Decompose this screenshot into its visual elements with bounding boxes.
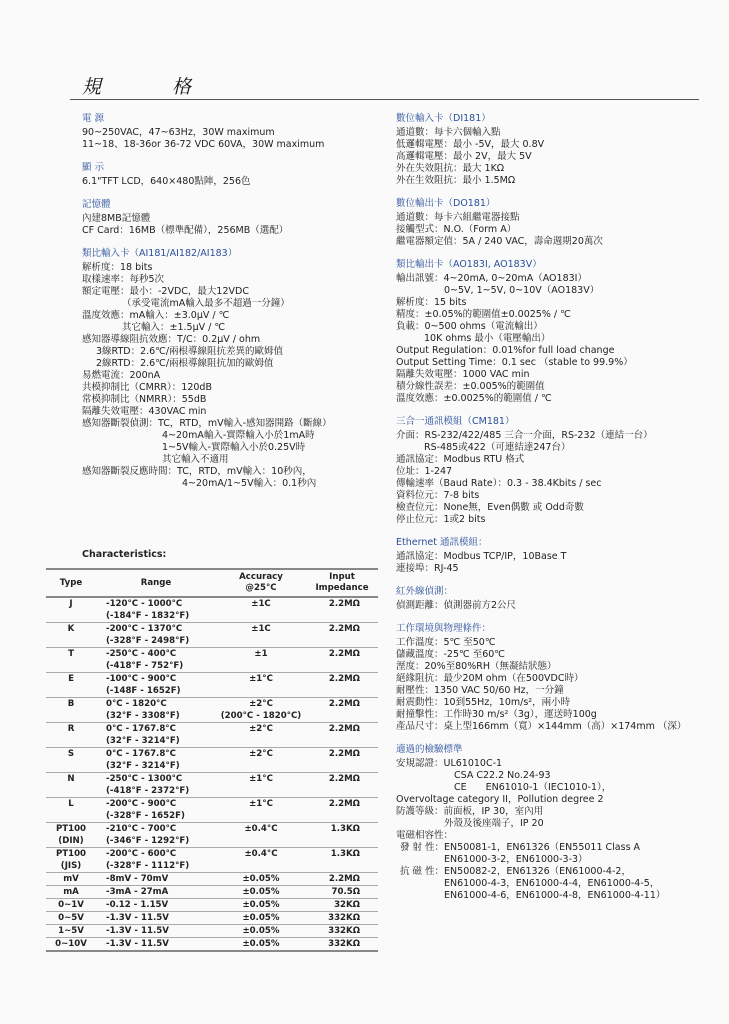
cell-range	[96, 886, 216, 899]
spec-line: 資料位元：7-8 bits	[396, 490, 480, 501]
header-range: Range	[96, 569, 216, 597]
characteristics-label: Characteristics:	[82, 549, 167, 560]
range-line: (-418°F - 2372°F)	[106, 786, 190, 796]
cell-impedance: 2.2MΩ	[306, 698, 378, 723]
cell-impedance: 2.2MΩ	[306, 873, 378, 886]
table-row	[46, 938, 378, 952]
range-line: -250°C - 400°C	[106, 649, 177, 659]
spec-line: 隔離失效電壓：430VAC min	[82, 406, 207, 417]
cell-accuracy	[216, 773, 306, 798]
spec-line: 電磁相容性：	[396, 830, 454, 841]
cell-range	[96, 938, 216, 952]
section-heading: 類比輸出卡（AO183I, AO183V）	[396, 259, 542, 270]
page-title: 規 格	[82, 76, 218, 98]
spec-line: 連接埠：RJ-45	[396, 563, 459, 574]
cell-type: 0~5V	[46, 912, 96, 925]
spec-line: 隔離失效電壓：1000 VAC min	[396, 369, 530, 380]
range-line: -120°C - 1000°C	[106, 599, 183, 609]
cell-range	[96, 597, 216, 623]
spec-line: 10K ohms 最小（電壓輸出）	[424, 333, 551, 344]
spec-line: 2線RTD：2.6℃/兩根導線阻抗加的歐姆值	[96, 358, 274, 369]
cell-accuracy	[216, 886, 306, 899]
accuracy-line: ±0.05%	[242, 939, 280, 949]
range-line: (-148F - 1652F)	[106, 686, 181, 696]
section-heading: 三合一通訊模組（CM181）	[396, 416, 515, 427]
range-line: -210°C - 700°C	[106, 824, 177, 834]
spec-line: 11~18、18-36or 36-72 VDC 60VA，30W maximum	[82, 139, 325, 150]
title-divider	[70, 99, 699, 100]
spec-line: 耐壓性：1350 VAC 50/60 Hz，一分鐘	[396, 685, 564, 696]
table-row	[46, 623, 378, 648]
right-spec-column	[396, 113, 716, 913]
cell-impedance: 1.3KΩ	[306, 823, 378, 848]
range-line: -3mA - 27mA	[106, 887, 169, 897]
spec-section	[82, 248, 382, 490]
spec-line: CSA C22.2 No.24-93	[454, 770, 551, 781]
table-header-row	[46, 569, 378, 597]
cell-accuracy	[216, 938, 306, 952]
spec-line: 1~5V輸入-實際輸入小於0.25V時	[162, 442, 306, 453]
cell-accuracy	[216, 798, 306, 823]
cell-impedance: 2.2MΩ	[306, 773, 378, 798]
spec-section	[82, 162, 382, 188]
spec-section	[396, 198, 716, 248]
table-row	[46, 925, 378, 938]
spec-line: 溼度：20%至80%RH（無凝結狀態）	[396, 661, 557, 672]
spec-section	[396, 113, 716, 187]
cell-type: 1~5V	[46, 925, 96, 938]
cell-range	[96, 848, 216, 873]
cell-range	[96, 698, 216, 723]
spec-section	[396, 586, 716, 612]
range-line: -8mV - 70mV	[106, 874, 169, 884]
cell-range	[96, 648, 216, 673]
spec-line: 90~250VAC，47~63Hz，30W maximum	[82, 127, 275, 138]
spec-line: 其它輸入：±1.5μV / ℃	[122, 322, 226, 333]
cell-impedance: 2.2MΩ	[306, 723, 378, 748]
spec-line: 抗 磁 性：EN50082-2，EN61326（EN61000-4-2，	[400, 866, 631, 877]
cell-accuracy	[216, 748, 306, 773]
spec-line: 低邏輯電壓：最小 -5V，最大 0.8V	[396, 139, 545, 150]
spec-line: 介面：RS-232/422/485 三合一介面，RS-232（連結一台）	[396, 430, 653, 441]
accuracy-line: ±0.05%	[242, 874, 280, 884]
cell-accuracy	[216, 597, 306, 623]
table-row	[46, 823, 378, 848]
spec-line: 儲藏溫度：-25℃ 至60℃	[396, 649, 505, 660]
cell-range	[96, 912, 216, 925]
spec-line: EN61000-4-6，EN61000-4-8，EN61000-4-11）	[444, 890, 666, 901]
accuracy-line: ±1C	[251, 599, 271, 609]
section-heading: 紅外線偵測：	[396, 586, 454, 597]
accuracy-line: ±1C	[251, 624, 271, 634]
cell-accuracy	[216, 848, 306, 873]
range-line: (-184°F - 1832°F)	[106, 611, 190, 621]
cell-accuracy	[216, 623, 306, 648]
range-line: 0°C - 1820°C	[106, 699, 167, 709]
spec-line: 3線RTD：2.6℃/兩根導線阻抗差異的歐姆值	[96, 346, 284, 357]
accuracy-line: ±1°C	[249, 799, 273, 809]
cell-range	[96, 748, 216, 773]
cell-type: J	[46, 597, 96, 623]
section-heading: 記憶體	[82, 199, 111, 210]
spec-line: EN61000-4-3，EN61000-4-4，EN61000-4-5，	[444, 878, 660, 889]
range-line: 0°C - 1767.8°C	[106, 749, 176, 759]
accuracy-line: ±2°C	[249, 724, 273, 734]
spec-line: 感知器斷裂偵測：TC，RTD，mV輸入-感知器開路（斷線）	[82, 418, 332, 429]
table-row	[46, 748, 378, 773]
spec-line: Overvoltage category II，Pollution degree 2	[396, 794, 604, 805]
spec-line: 絕緣阻抗：最少20M ohm（在500VDC時）	[396, 673, 584, 684]
spec-line: 繼電器額定值：5A / 240 VAC，壽命週期20萬次	[396, 236, 603, 247]
header-type: Type	[46, 569, 96, 597]
spec-line: 溫度效應：mA輸入：±3.0μV / ℃	[82, 310, 230, 321]
table-row	[46, 873, 378, 886]
spec-line: EN61000-3-2，EN61000-3-3）	[444, 854, 588, 865]
section-heading: 數位輸出卡（DO181）	[396, 198, 496, 209]
accuracy-line: ±2°C	[249, 749, 273, 759]
table-row	[46, 698, 378, 723]
spec-line: （承受電流mA輸入最多不超過一分鐘）	[122, 298, 290, 309]
cell-type: S	[46, 748, 96, 773]
cell-impedance: 2.2MΩ	[306, 673, 378, 698]
spec-line: 溫度效應：±0.0025%的範圍值 / ℃	[396, 393, 552, 404]
cell-range	[96, 925, 216, 938]
cell-impedance: 70.5Ω	[306, 886, 378, 899]
accuracy-line: ±2°C	[249, 699, 273, 709]
cell-range	[96, 723, 216, 748]
cell-type: B	[46, 698, 96, 723]
spec-line: 工作溫度：5℃ 至50℃	[396, 637, 496, 648]
cell-type: mA	[46, 886, 96, 899]
cell-range	[96, 798, 216, 823]
range-line: -1.3V - 11.5V	[106, 939, 169, 949]
table-row	[46, 899, 378, 912]
spec-line: 其它輸入不適用	[162, 454, 229, 465]
spec-line: 6.1"TFT LCD，640×480點陣，256色	[82, 176, 251, 187]
cell-type: N	[46, 773, 96, 798]
cell-type: L	[46, 798, 96, 823]
accuracy-line: ±0.4°C	[244, 849, 278, 859]
cell-accuracy	[216, 925, 306, 938]
spec-line: 耐撞擊性：工作時30 m/s²（3g），運送時100g	[396, 709, 597, 720]
table-row	[46, 886, 378, 899]
spec-line: CE EN61010-1（IEC1010-1），	[454, 782, 612, 793]
cell-accuracy	[216, 723, 306, 748]
table-row	[46, 723, 378, 748]
spec-section	[396, 416, 716, 526]
header-accuracy: Accuracy @25°C	[216, 569, 306, 597]
spec-line: RS-485或422（可連結達247台）	[424, 442, 571, 453]
section-heading: 數位輸入卡（DI181）	[396, 113, 491, 124]
left-spec-column	[82, 113, 382, 501]
cell-impedance: 32KΩ	[306, 899, 378, 912]
section-heading: Ethernet 通訊模組：	[396, 537, 488, 548]
cell-type: R	[46, 723, 96, 748]
spec-line: 取樣速率：每秒5次	[82, 274, 165, 285]
spec-line: 外在失效阻抗：最大 1KΩ	[396, 163, 505, 174]
cell-type: mV	[46, 873, 96, 886]
cell-range	[96, 823, 216, 848]
accuracy-line: (200°C - 1820°C)	[220, 711, 302, 721]
cell-range	[96, 623, 216, 648]
spec-line: 接觸型式：N.O.（Form A）	[396, 224, 517, 235]
range-line: -1.3V - 11.5V	[106, 926, 169, 936]
spec-line: 傳輸速率（Baud Rate）：0.3 - 38.4Kbits / sec	[396, 478, 602, 489]
cell-impedance: 2.2MΩ	[306, 648, 378, 673]
spec-section	[396, 623, 716, 733]
range-line: -200°C - 600°C	[106, 849, 177, 859]
spec-line: 通訊協定：Modbus RTU 格式	[396, 454, 525, 465]
spec-line: Output Setting Time：0.1 sec （stable to 99.9%）	[396, 357, 633, 368]
range-line: (32°F - 3308°F)	[106, 711, 180, 721]
cell-range	[96, 899, 216, 912]
range-line: (32°F - 3214°F)	[106, 736, 180, 746]
spec-line: 產品尺寸：桌上型166mm（寬）×144mm（高）×174mm （深）	[396, 721, 687, 732]
accuracy-line: ±0.05%	[242, 900, 280, 910]
spec-line: 內建8MB記憶體	[82, 213, 151, 224]
range-line: -0.12 - 1.15V	[106, 900, 169, 910]
spec-line: 感知器導線阻抗效應：T/C：0.2μV / ohm	[82, 334, 261, 345]
spec-line: 位址：1-247	[396, 466, 453, 477]
spec-line: 解析度：18 bits	[82, 262, 153, 273]
cell-accuracy	[216, 698, 306, 723]
cell-accuracy	[216, 899, 306, 912]
range-line: (-328°F - 1112°F)	[106, 861, 190, 871]
range-line: -100°C - 900°C	[106, 674, 177, 684]
cell-impedance: 1.3KΩ	[306, 848, 378, 873]
spec-line: 0~5V, 1~5V, 0~10V（AO183V）	[444, 285, 600, 296]
spec-line: 發 射 性：EN50081-1，EN61326（EN55011 Class A	[400, 842, 641, 853]
range-line: -1.3V - 11.5V	[106, 913, 169, 923]
cell-accuracy	[216, 873, 306, 886]
range-line: 0°C - 1767.8°C	[106, 724, 176, 734]
spec-line: 精度：±0.05%的範圍值±0.0025% / ℃	[396, 309, 571, 320]
cell-type: PT100 (JIS)	[46, 848, 96, 873]
section-heading: 顯 示	[82, 162, 105, 173]
spec-line: 積分線性誤差：±0.005%的範圍值	[396, 381, 545, 392]
accuracy-line: ±0.4°C	[244, 824, 278, 834]
spec-line: 安規認證：UL61010C-1	[396, 758, 503, 769]
range-line: (-418°F - 752°F)	[106, 661, 184, 671]
spec-line: 停止位元：1或2 bits	[396, 514, 486, 525]
cell-type: 0~1V	[46, 899, 96, 912]
table-row	[46, 597, 378, 623]
spec-line: 4~20mA輸入-實際輸入小於1mA時	[162, 430, 315, 441]
spec-line: 解析度：15 bits	[396, 297, 467, 308]
spec-line: Output Regulation：0.01%for full load change	[396, 345, 615, 356]
cell-impedance: 2.2MΩ	[306, 798, 378, 823]
cell-type: PT100 (DIN)	[46, 823, 96, 848]
cell-range	[96, 873, 216, 886]
spec-section	[396, 744, 716, 902]
spec-line: 負載：0~500 ohms（電流輸出）	[396, 321, 543, 332]
spec-line: 外在生效阻抗：最小 1.5MΩ	[396, 175, 516, 186]
spec-line: 通訊協定：Modbus TCP/IP，10Base T	[396, 551, 567, 562]
spec-line: 防護等級：前面板，IP 30，室內用	[396, 806, 544, 817]
range-line: -200°C - 1370°C	[106, 624, 183, 634]
cell-accuracy	[216, 673, 306, 698]
cell-type: 0~10V	[46, 938, 96, 952]
table-row	[46, 648, 378, 673]
spec-line: 高邏輯電壓：最小 2V，最大 5V	[396, 151, 532, 162]
cell-accuracy	[216, 823, 306, 848]
accuracy-line: ±1	[254, 649, 268, 659]
cell-impedance: 2.2MΩ	[306, 748, 378, 773]
accuracy-line: ±0.05%	[242, 887, 280, 897]
range-line: -200°C - 900°C	[106, 799, 177, 809]
accuracy-line: ±0.05%	[242, 926, 280, 936]
spec-section	[82, 199, 382, 237]
range-line: (-328°F - 1652F)	[106, 811, 185, 821]
range-line: (-346°F - 1292°F)	[106, 836, 190, 846]
table-row	[46, 673, 378, 698]
spec-line: 易燃電流：200nA	[82, 370, 161, 381]
cell-type: T	[46, 648, 96, 673]
spec-line: 4~20mA/1~5V輸入：0.1秒內	[182, 478, 317, 489]
section-heading: 類比輸入卡（AI181/AI182/AI183）	[82, 248, 238, 259]
cell-impedance: 332KΩ	[306, 925, 378, 938]
cell-impedance: 2.2MΩ	[306, 623, 378, 648]
table-row	[46, 773, 378, 798]
cell-accuracy	[216, 648, 306, 673]
spec-line: 外殼及後座端子，IP 20	[444, 818, 544, 829]
cell-type: E	[46, 673, 96, 698]
spec-line: 感知器斷裂反應時間：TC，RTD，mV輸入：10秒內，	[82, 466, 312, 477]
range-line: -250°C - 1300°C	[106, 774, 183, 784]
spec-line: 共模抑制比（CMRR）：120dB	[82, 382, 212, 393]
accuracy-line: ±1°C	[249, 774, 273, 784]
spec-section	[396, 259, 716, 405]
cell-impedance: 2.2MΩ	[306, 597, 378, 623]
characteristics-table	[46, 568, 378, 952]
spec-line: 通道數：每卡六組繼電器接點	[396, 212, 520, 223]
table-row	[46, 798, 378, 823]
cell-type: K	[46, 623, 96, 648]
spec-line: 耐震動性：10到55Hz，10m/s²，兩小時	[396, 697, 571, 708]
section-heading: 工作環境與物理條件：	[396, 623, 492, 634]
spec-line: 額定電壓：最小：-2VDC，最大12VDC	[82, 286, 249, 297]
accuracy-line: ±0.05%	[242, 913, 280, 923]
cell-accuracy	[216, 912, 306, 925]
spec-section	[396, 537, 716, 575]
table-row	[46, 912, 378, 925]
cell-range	[96, 673, 216, 698]
spec-line: 常模抑制比（NMRR）：55dB	[82, 394, 207, 405]
range-line: (32°F - 3214°F)	[106, 761, 180, 771]
cell-range	[96, 773, 216, 798]
spec-line: 通道數：每卡六個輸入點	[396, 127, 501, 138]
accuracy-line: ±1°C	[249, 674, 273, 684]
spec-line: 輸出訊號：4~20mA, 0~20mA（AO183I）	[396, 273, 587, 284]
spec-line: 偵測距離：偵測器前方2公尺	[396, 600, 517, 611]
spec-line: CF Card：16MB（標準配備），256MB（選配）	[82, 225, 289, 236]
section-heading: 適過的檢驗標準	[396, 744, 463, 755]
cell-impedance: 332KΩ	[306, 938, 378, 952]
cell-impedance: 332KΩ	[306, 912, 378, 925]
spec-section	[82, 113, 382, 151]
section-heading: 電 源	[82, 113, 105, 124]
spec-line: 檢查位元：None無，Even偶數 或 Odd奇數	[396, 502, 584, 513]
range-line: (-328°F - 2498°F)	[106, 636, 190, 646]
table-row	[46, 848, 378, 873]
header-impedance: Input Impedance	[306, 569, 378, 597]
